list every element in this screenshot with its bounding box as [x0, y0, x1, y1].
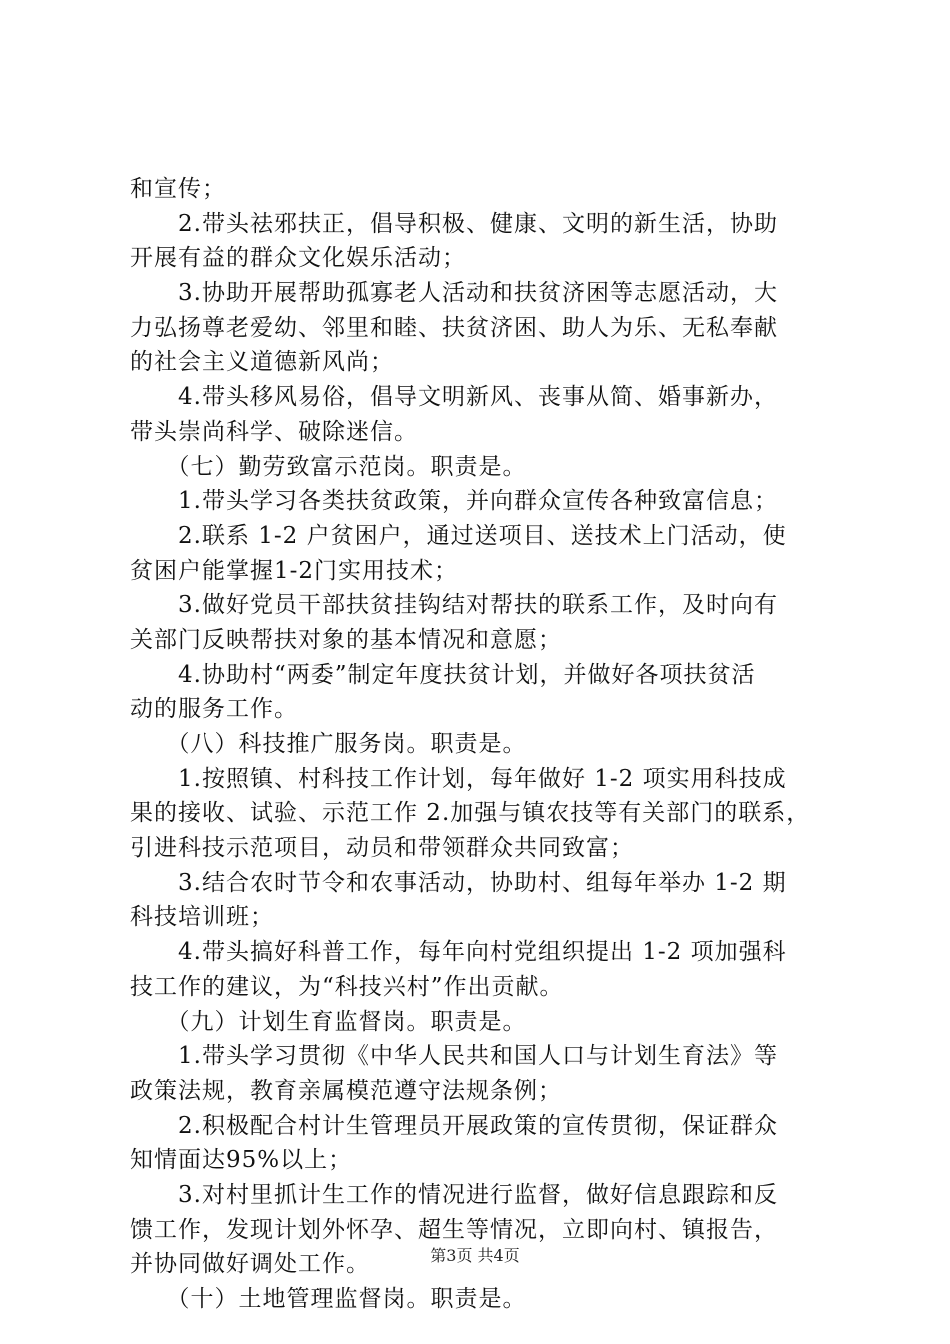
- text-line: 关部门反映帮扶对象的基本情况和意愿；: [130, 626, 562, 653]
- text-line: 引进科技示范项目，动员和带领群众共同致富；: [130, 835, 634, 862]
- document-body: [130, 172, 830, 1317]
- text-line: 和宣传；: [130, 176, 226, 202]
- text-line: 4.带头搞好科普工作，每年向村党组织提出 1-2 项加强科: [130, 939, 787, 966]
- text-line: 的社会主义道德新风尚；: [130, 349, 394, 376]
- text-line: 1.带头学习各类扶贫政策，并向群众宣传各种致富信息；: [130, 488, 778, 515]
- text-line: 政策法规，教育亲属模范遵守法规条例；: [130, 1077, 562, 1104]
- text-line: 贫困户能掌握1-2门实用技术；: [130, 557, 459, 584]
- text-line: 4.协助村“两委”制定年度扶贫计划，并做好各项扶贫活: [130, 661, 756, 688]
- text-line: （九）计划生育监督岗。职责是。: [130, 1008, 527, 1035]
- text-line: 开展有益的群众文化娱乐活动；: [130, 245, 466, 272]
- text-line: 力弘扬尊老爱幼、邻里和睦、扶贫济困、助人为乐、无私奉献: [130, 314, 778, 341]
- text-line: 2.联系 1-2 户贫困户，通过送项目、送技术上门活动，使: [130, 522, 787, 549]
- text-line: 2.积极配合村计生管理员开展政策的宣传贯彻，保证群众: [130, 1112, 778, 1139]
- text-line: 馈工作，发现计划外怀孕、超生等情况，立即向村、镇报告，: [130, 1216, 778, 1243]
- text-line: （八）科技推广服务岗。职责是。: [130, 731, 527, 757]
- text-line: 并协同做好调处工作。: [130, 1251, 370, 1278]
- text-line: 3.对村里抓计生工作的情况进行监督，做好信息跟踪和反: [130, 1181, 778, 1208]
- text-line: （十）土地管理监督岗。职责是。: [130, 1286, 527, 1312]
- text-line: 3.协助开展帮助孤寡老人活动和扶贫济困等志愿活动，大: [130, 280, 778, 307]
- page-footer: 第3页 共4页: [430, 1246, 520, 1265]
- text-line: （七）勤劳致富示范岗。职责是。: [130, 453, 527, 480]
- text-line: 1.带头学习贯彻《中华人民共和国人口与计划生育法》等: [130, 1043, 778, 1070]
- text-line: 科技培训班；: [130, 904, 274, 931]
- text-line: 4.带头移风易俗，倡导文明新风、丧事从简、婚事新办，: [130, 384, 778, 411]
- text-line: 1.按照镇、村科技工作计划，每年做好 1-2 项实用科技成: [130, 765, 787, 792]
- text-line: 果的接收、试验、示范工作 2.加强与镇农技等有关部门的联系，: [130, 800, 811, 827]
- text-line: 3.做好党员干部扶贫挂钩结对帮扶的联系工作，及时向有: [130, 592, 778, 619]
- text-line: 技工作的建议，为“科技兴村”作出贡献。: [130, 973, 564, 1000]
- text-line: 3.结合农时节令和农事活动，协助村、组每年举办 1-2 期: [130, 869, 787, 896]
- text-line: 带头崇尚科学、破除迷信。: [130, 418, 418, 445]
- text-line: 2.带头祛邪扶正，倡导积极、健康、文明的新生活，协助: [130, 210, 778, 237]
- text-line: 动的服务工作。: [130, 696, 298, 723]
- text-line: 知情面达95%以上；: [130, 1147, 353, 1174]
